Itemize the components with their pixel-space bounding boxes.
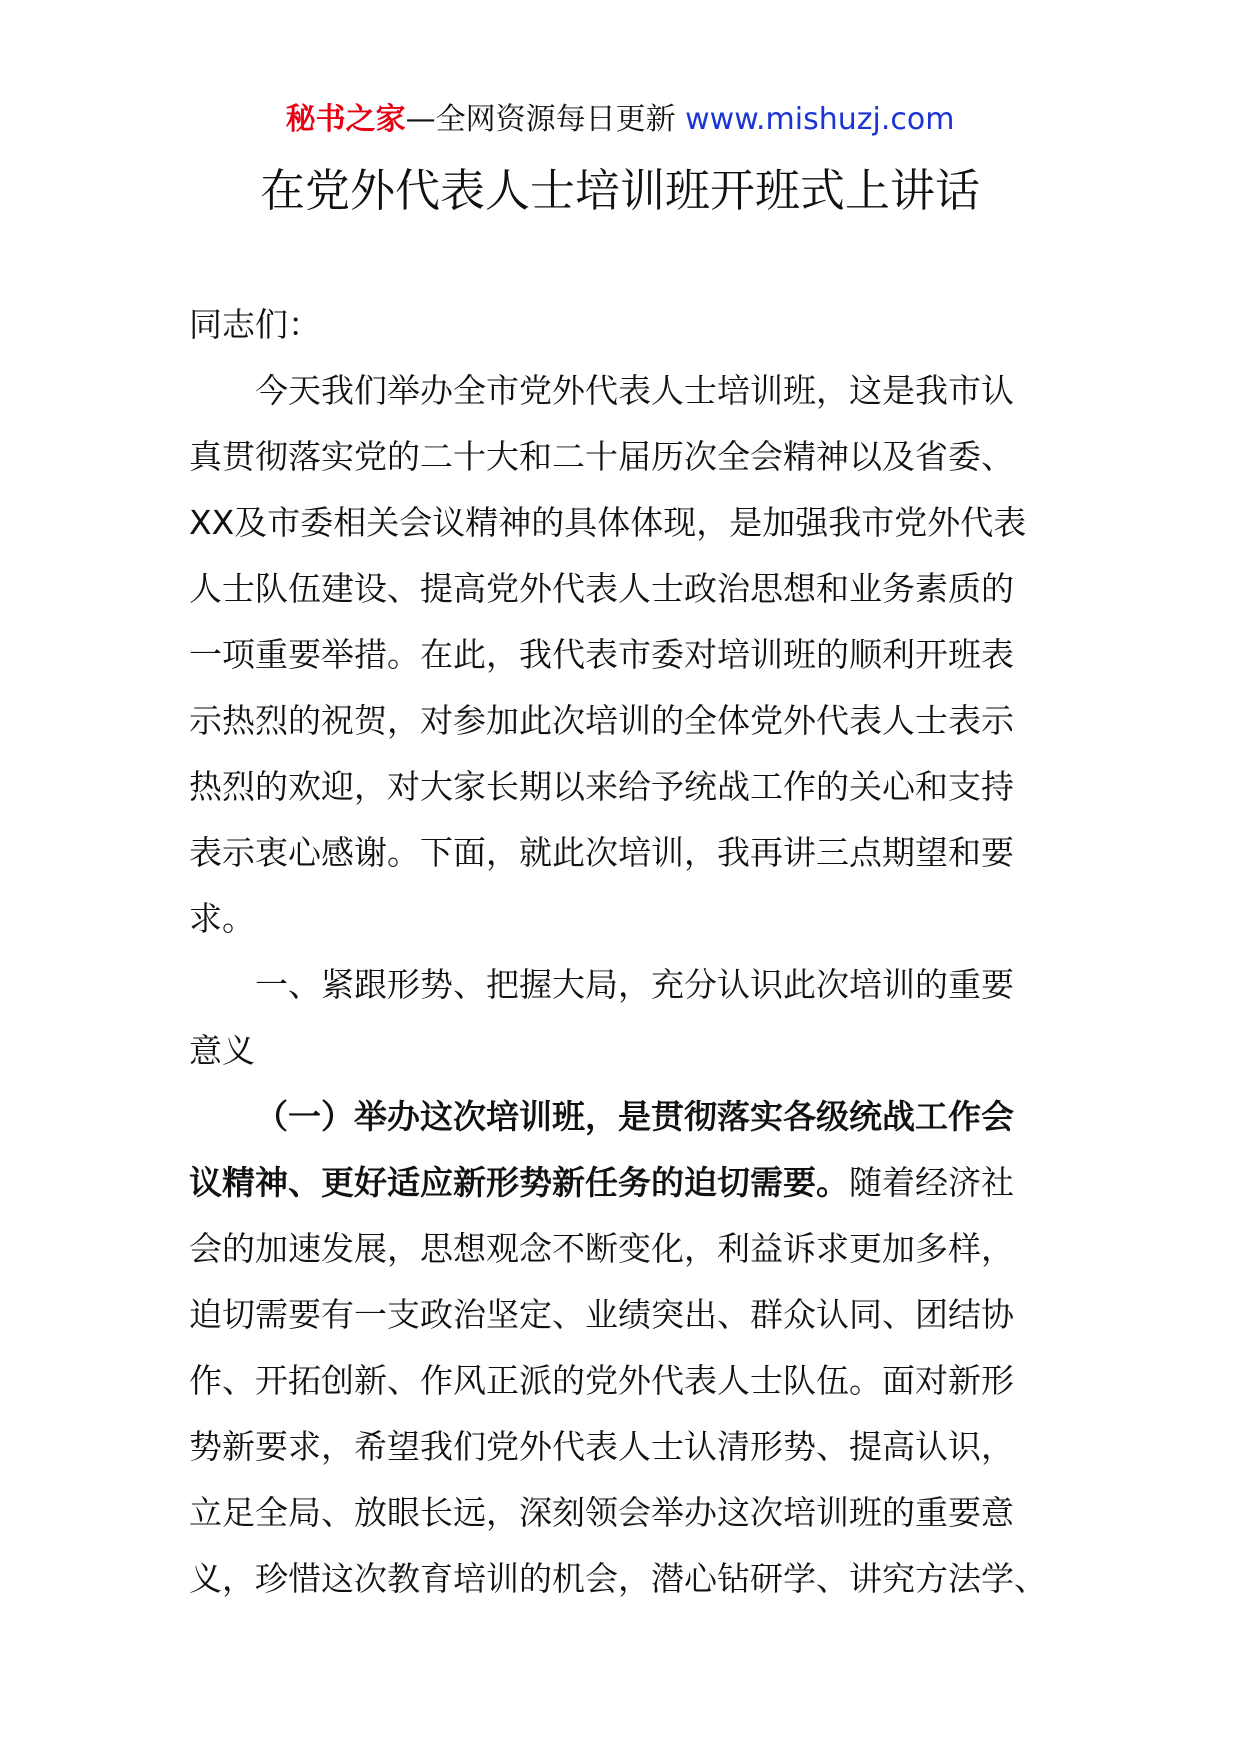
paragraph-line: 作、开拓创新、作风正派的党外代表人士队伍。面对新形 (189, 1361, 1014, 1400)
paragraph-line: XX及市委相关会议精神的具体体现，是加强我市党外代表 (189, 503, 1027, 542)
paragraph-line: 势新要求，希望我们党外代表人士认清形势、提高认识， (189, 1427, 1014, 1466)
paragraph-line: 立足全局、放眼长远，深刻领会举办这次培训班的重要意 (189, 1493, 1014, 1532)
paragraph-line: 真贯彻落实党的二十大和二十届历次全会精神以及省委、 (189, 437, 1014, 476)
document-body (189, 292, 1051, 1612)
paragraph-line: 热烈的欢迎，对大家长期以来给予统战工作的关心和支持 (189, 767, 1014, 806)
salutation: 同志们： (189, 305, 321, 344)
document-title: 在党外代表人士培训班开班式上讲话 (259, 164, 980, 217)
paragraph-line: 示热烈的祝贺，对参加此次培训的全体党外代表人士表示 (189, 701, 1014, 740)
paragraph-line: 会的加速发展，思想观念不断变化，利益诉求更加多样， (189, 1229, 1014, 1268)
site-url-link[interactable]: www.mishuzj.com (685, 102, 955, 137)
site-header (0, 98, 1240, 142)
brand-name: 秘书之家 (285, 102, 406, 137)
paragraph-line: 今天我们举办全市党外代表人士培训班，这是我市认 (255, 371, 1014, 410)
paragraph-line: 一项重要举措。在此，我代表市委对培训班的顺利开班表 (189, 635, 1014, 674)
paragraph-text: 随着经济社 (849, 1163, 1014, 1202)
section-heading-line: 一、紧跟形势、把握大局，充分认识此次培训的重要 (255, 965, 1014, 1004)
subsection-heading-tail: 议精神、更好适应新形势新任务的迫切需要。 (189, 1163, 849, 1202)
header-slogan: —全网资源每日更新 (405, 102, 686, 137)
paragraph-line: 迫切需要有一支政治坚定、业绩突出、群众认同、团结协 (189, 1295, 1014, 1334)
paragraph-line: 义，珍惜这次教育培训的机会，潜心钻研学、讲究方法学、 (189, 1559, 1047, 1598)
paragraph-line: 人士队伍建设、提高党外代表人士政治思想和业务素质的 (189, 569, 1014, 608)
paragraph-line: 求。 (189, 899, 255, 938)
section-heading-line: 意义 (189, 1031, 255, 1070)
paragraph-line: 表示衷心感谢。下面，就此次培训，我再讲三点期望和要 (189, 833, 1014, 872)
subsection-heading-line: （一）举办这次培训班，是贯彻落实各级统战工作会 (255, 1097, 1014, 1136)
paragraph-line-mixed (189, 1150, 1051, 1216)
